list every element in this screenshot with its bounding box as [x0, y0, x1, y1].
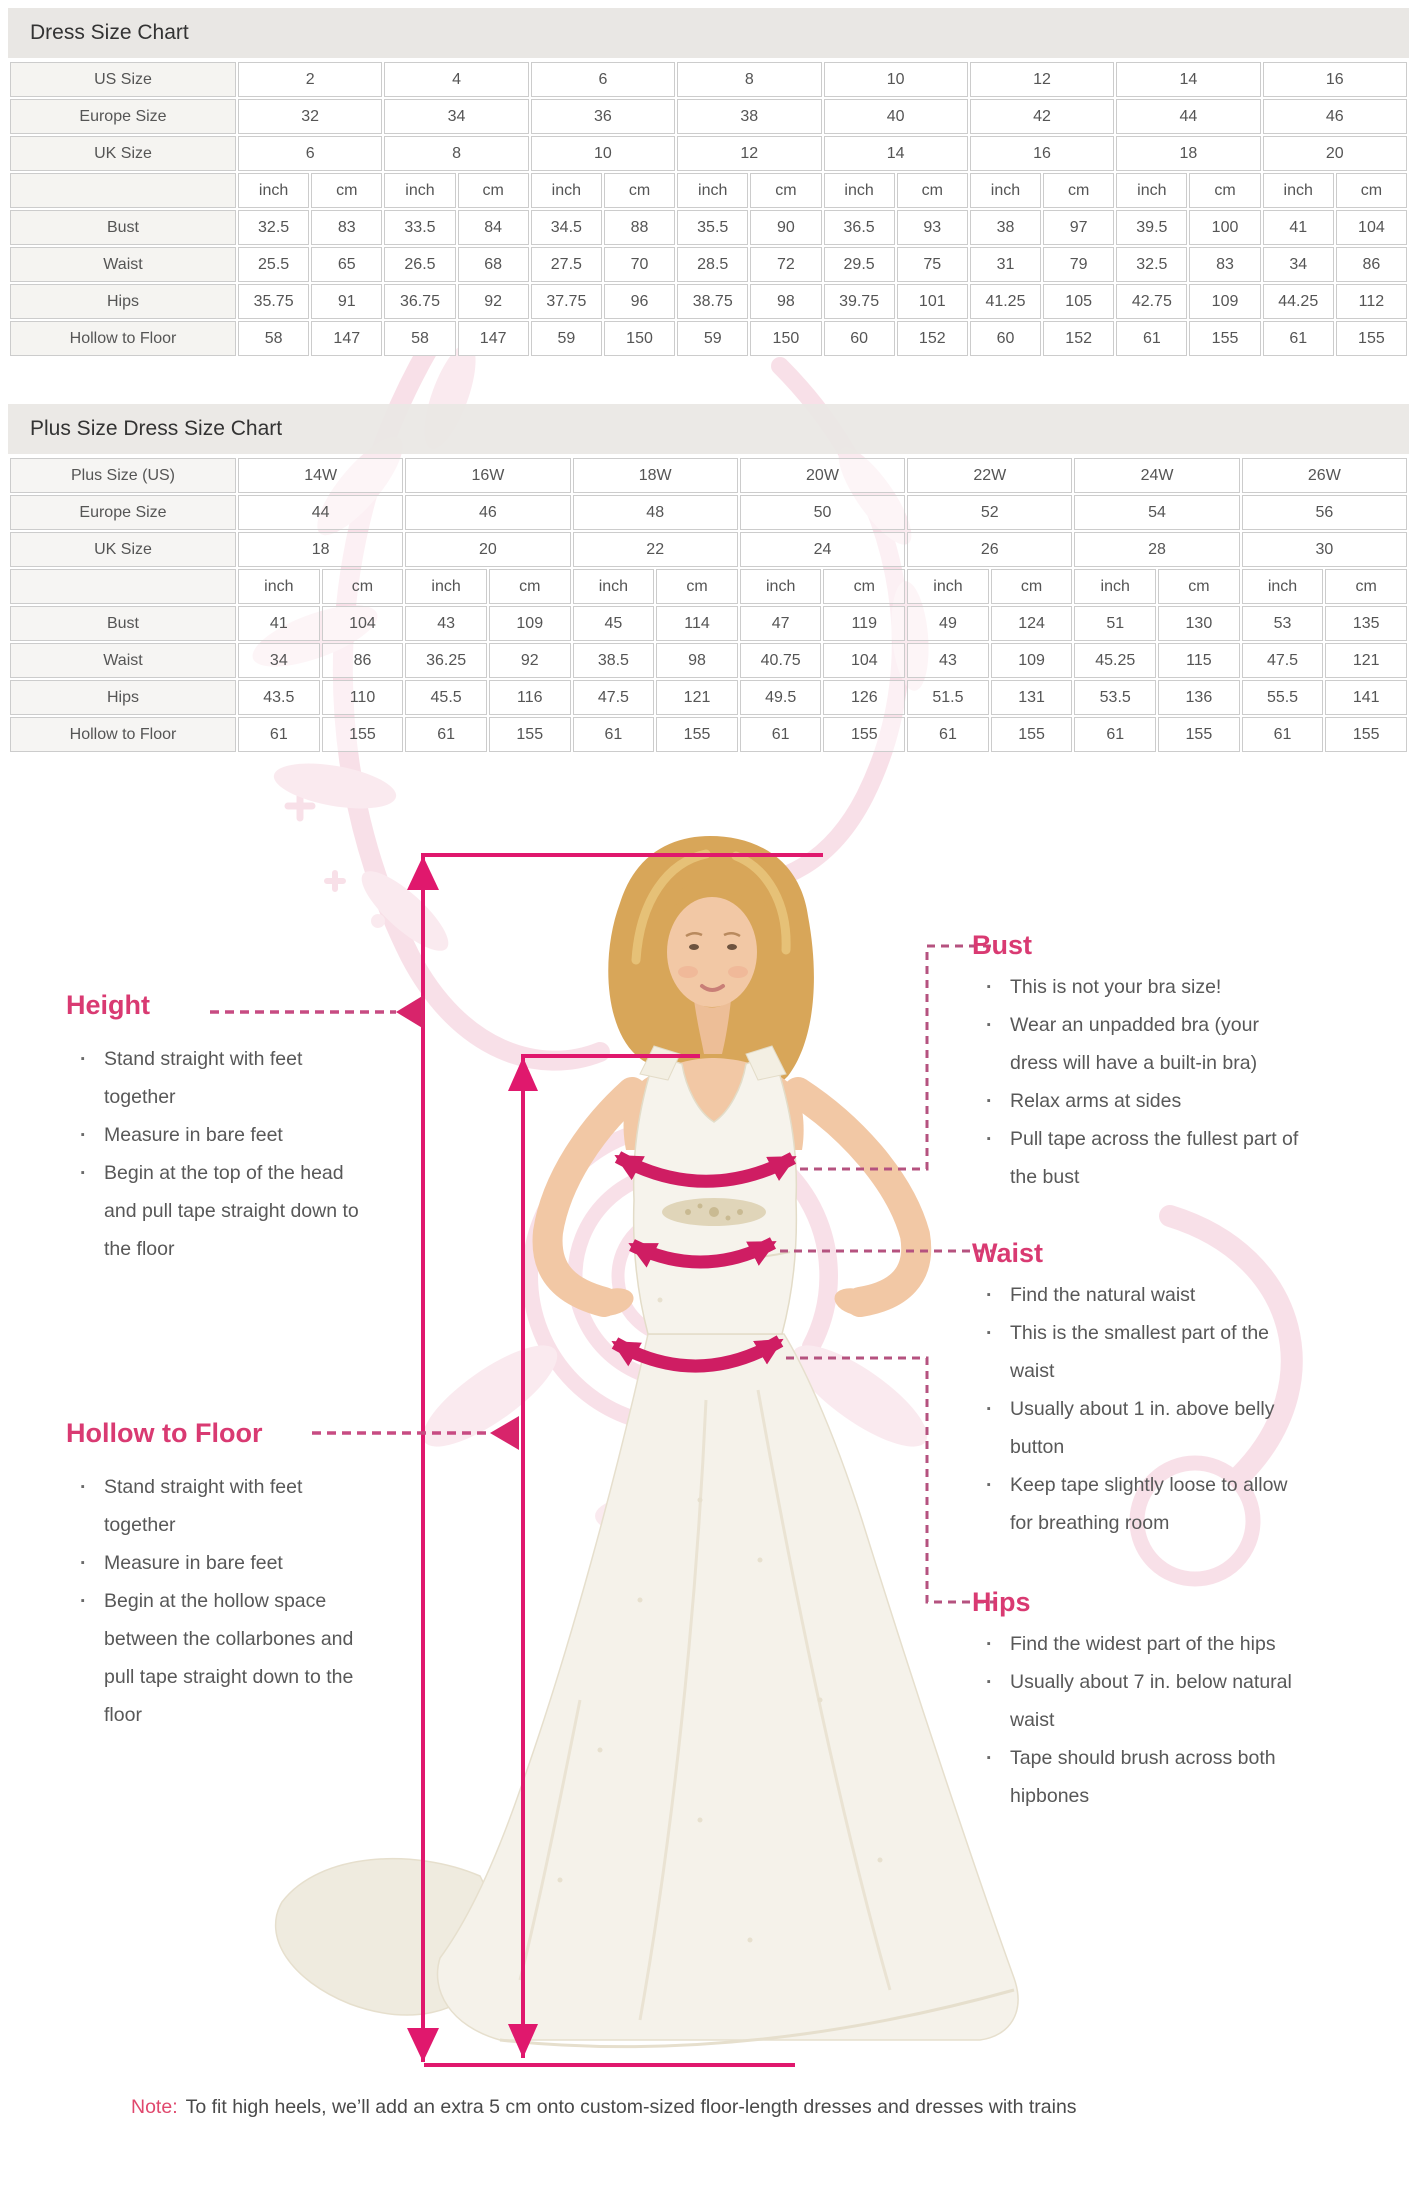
size-value-cell: 53.5 [1074, 680, 1156, 715]
size-value-cell: 32 [238, 99, 382, 134]
size-value-cell: 88 [604, 210, 675, 245]
note-label: Note: [131, 2096, 178, 2118]
size-value-cell: inch [740, 569, 822, 604]
size-value-cell: inch [238, 173, 309, 208]
size-group-row [10, 136, 1407, 171]
size-value-cell: 104 [1336, 210, 1407, 245]
size-value-cell: 109 [991, 643, 1073, 678]
size-group-row [10, 532, 1407, 567]
size-value-cell: 116 [489, 680, 571, 715]
waist-heading: Waist [972, 1238, 1044, 1268]
size-value-cell: 10 [531, 136, 675, 171]
size-value-cell: 39.5 [1116, 210, 1187, 245]
size-value-cell: 27.5 [531, 247, 602, 282]
dress-size-chart [8, 8, 1409, 358]
size-value-cell: 44 [1116, 99, 1260, 134]
size-value-cell: inch [1116, 173, 1187, 208]
size-value-cell: inch [677, 173, 748, 208]
size-value-cell: 51.5 [907, 680, 989, 715]
size-value-cell: 14 [1116, 62, 1260, 97]
size-value-cell: 43 [907, 643, 989, 678]
size-value-cell: inch [238, 569, 320, 604]
size-value-cell: 42 [970, 99, 1114, 134]
size-value-cell: inch [970, 173, 1041, 208]
measurement-row [10, 606, 1407, 641]
size-value-cell: cm [604, 173, 675, 208]
size-value-cell: 38 [677, 99, 821, 134]
guide-bullet: · Begin at the hollow space between the collarbones and pull tape straight down to the floor [66, 1582, 378, 1734]
guide-bullet: · Find the natural waist [972, 1276, 1308, 1314]
size-value-cell: 54 [1074, 495, 1239, 530]
size-value-cell: cm [1189, 173, 1260, 208]
size-value-cell: 26 [907, 532, 1072, 567]
size-value-cell: 155 [823, 717, 905, 752]
size-value-cell: 130 [1158, 606, 1240, 641]
size-value-cell: 16 [1263, 62, 1407, 97]
guide-bullet: · Measure in bare feet [66, 1116, 378, 1154]
size-value-cell: 30 [1242, 532, 1407, 567]
measurement-row [10, 643, 1407, 678]
measurement-row [10, 321, 1407, 356]
size-value-cell: 109 [1189, 284, 1260, 319]
size-value-cell: 61 [573, 717, 655, 752]
hips-bullet-list [972, 1625, 1308, 1815]
size-value-cell: 58 [238, 321, 309, 356]
row-label-cell: Hollow to Floor [10, 321, 236, 356]
size-value-cell: 24W [1074, 458, 1239, 493]
size-value-cell: 92 [489, 643, 571, 678]
guide-bullet: · Relax arms at sides [972, 1082, 1308, 1120]
size-value-cell: 68 [458, 247, 529, 282]
size-value-cell: 70 [604, 247, 675, 282]
size-value-cell: 135 [1325, 606, 1407, 641]
guide-bullet: · This is the smallest part of the waist [972, 1314, 1308, 1390]
size-value-cell: 28.5 [677, 247, 748, 282]
size-value-cell: 18 [238, 532, 403, 567]
size-value-cell: 36.5 [824, 210, 895, 245]
size-value-cell: 60 [970, 321, 1041, 356]
size-value-cell: 20 [1263, 136, 1407, 171]
bust-bullet-list [972, 968, 1308, 1196]
size-value-cell: 155 [1189, 321, 1260, 356]
unit-header-row [10, 173, 1407, 208]
size-value-cell: 155 [1325, 717, 1407, 752]
size-value-cell: inch [573, 569, 655, 604]
bust-guide-block [972, 928, 1308, 1196]
size-value-cell: 28 [1074, 532, 1239, 567]
guide-bullet: · Tape should brush across both hipbones [972, 1739, 1308, 1815]
size-value-cell: inch [1242, 569, 1324, 604]
size-value-cell: 83 [1189, 247, 1260, 282]
size-value-cell: 152 [1043, 321, 1114, 356]
size-value-cell: 114 [656, 606, 738, 641]
size-value-cell: 41 [238, 606, 320, 641]
size-group-row [10, 495, 1407, 530]
size-value-cell: 155 [1336, 321, 1407, 356]
size-value-cell: 41.25 [970, 284, 1041, 319]
size-value-cell: 61 [1263, 321, 1334, 356]
size-value-cell: 31 [970, 247, 1041, 282]
row-label-cell: Bust [10, 606, 236, 641]
size-value-cell: cm [991, 569, 1073, 604]
size-value-cell: 35.75 [238, 284, 309, 319]
size-value-cell: 35.5 [677, 210, 748, 245]
size-value-cell: 96 [604, 284, 675, 319]
size-value-cell: 61 [907, 717, 989, 752]
size-value-cell: 55.5 [1242, 680, 1324, 715]
size-value-cell: 32.5 [238, 210, 309, 245]
size-value-cell: 155 [322, 717, 404, 752]
row-label-cell: UK Size [10, 532, 236, 567]
size-value-cell: cm [311, 173, 382, 208]
size-value-cell: 136 [1158, 680, 1240, 715]
size-value-cell: 79 [1043, 247, 1114, 282]
size-value-cell: 47.5 [1242, 643, 1324, 678]
size-value-cell: 47.5 [573, 680, 655, 715]
size-value-cell: 38.75 [677, 284, 748, 319]
waist-guide-block [972, 1236, 1308, 1542]
measurement-row [10, 247, 1407, 282]
size-value-cell: 47 [740, 606, 822, 641]
size-value-cell: 90 [750, 210, 821, 245]
size-value-cell: 34 [384, 99, 528, 134]
size-value-cell: 155 [991, 717, 1073, 752]
size-value-cell: 18W [573, 458, 738, 493]
size-value-cell: 6 [531, 62, 675, 97]
heels-note [131, 2096, 1077, 2119]
measurement-row [10, 210, 1407, 245]
size-value-cell: 16W [405, 458, 570, 493]
size-value-cell: 84 [458, 210, 529, 245]
size-value-cell: inch [405, 569, 487, 604]
height-heading: Height [66, 990, 150, 1020]
size-value-cell: 126 [823, 680, 905, 715]
size-value-cell: 34 [238, 643, 320, 678]
model-photo [276, 836, 1018, 2047]
size-value-cell: 109 [489, 606, 571, 641]
size-value-cell: 24 [740, 532, 905, 567]
size-value-cell: 18 [1116, 136, 1260, 171]
row-label-cell: US Size [10, 62, 236, 97]
guide-bullet: · Usually about 7 in. below natural waist [972, 1663, 1308, 1739]
size-value-cell: 22W [907, 458, 1072, 493]
size-value-cell: 141 [1325, 680, 1407, 715]
row-label-cell [10, 569, 236, 604]
size-value-cell: cm [823, 569, 905, 604]
size-value-cell: 61 [1242, 717, 1324, 752]
size-value-cell: 110 [322, 680, 404, 715]
hollow-to-floor-guide-block [66, 1416, 378, 1734]
size-value-cell: 65 [311, 247, 382, 282]
height-guide-block [66, 988, 378, 1268]
size-value-cell: 36 [531, 99, 675, 134]
plus-size-chart-table [8, 456, 1409, 754]
size-value-cell: 86 [322, 643, 404, 678]
row-label-cell: Plus Size (US) [10, 458, 236, 493]
size-value-cell: 12 [970, 62, 1114, 97]
size-value-cell: cm [1158, 569, 1240, 604]
size-value-cell: 48 [573, 495, 738, 530]
size-value-cell: 44.25 [1263, 284, 1334, 319]
size-value-cell: 46 [1263, 99, 1407, 134]
size-value-cell: 101 [897, 284, 968, 319]
size-value-cell: 98 [656, 643, 738, 678]
size-value-cell: 16 [970, 136, 1114, 171]
size-value-cell: 38.5 [573, 643, 655, 678]
size-value-cell: 26.5 [384, 247, 455, 282]
size-value-cell: cm [1043, 173, 1114, 208]
size-value-cell: 60 [824, 321, 895, 356]
row-label-cell: Hollow to Floor [10, 717, 236, 752]
size-value-cell: cm [897, 173, 968, 208]
bust-connector-line [800, 946, 995, 1169]
size-value-cell: cm [656, 569, 738, 604]
size-value-cell: 25.5 [238, 247, 309, 282]
size-value-cell: 100 [1189, 210, 1260, 245]
row-label-cell: Waist [10, 247, 236, 282]
size-value-cell: 43.5 [238, 680, 320, 715]
row-label-cell: Europe Size [10, 99, 236, 134]
size-value-cell: 49.5 [740, 680, 822, 715]
hips-heading: Hips [972, 1587, 1031, 1617]
size-value-cell: 155 [489, 717, 571, 752]
size-value-cell: 40.75 [740, 643, 822, 678]
size-value-cell: 10 [824, 62, 968, 97]
size-value-cell: 2 [238, 62, 382, 97]
measurement-row [10, 680, 1407, 715]
size-value-cell: 32.5 [1116, 247, 1187, 282]
size-value-cell: cm [750, 173, 821, 208]
size-value-cell: 12 [677, 136, 821, 171]
size-value-cell: 46 [405, 495, 570, 530]
size-value-cell: inch [1263, 173, 1334, 208]
size-chart-title: Dress Size Chart [8, 8, 1409, 58]
row-label-cell: Hips [10, 284, 236, 319]
row-label-cell [10, 173, 236, 208]
size-value-cell: 155 [656, 717, 738, 752]
size-value-cell: cm [489, 569, 571, 604]
plus-size-chart [8, 404, 1409, 754]
size-value-cell: 20W [740, 458, 905, 493]
size-group-row [10, 62, 1407, 97]
size-value-cell: 14W [238, 458, 403, 493]
guide-bullet: · This is not your bra size! [972, 968, 1308, 1006]
height-bullet-list [66, 1040, 378, 1268]
guide-bullet: · Begin at the top of the head and pull tape straight down to the floor [66, 1154, 378, 1268]
size-value-cell: 93 [897, 210, 968, 245]
bust-heading: Bust [972, 930, 1032, 960]
size-value-cell: 124 [991, 606, 1073, 641]
size-value-cell: 152 [897, 321, 968, 356]
row-label-cell: Hips [10, 680, 236, 715]
size-value-cell: 39.75 [824, 284, 895, 319]
measurement-row [10, 284, 1407, 319]
size-value-cell: 8 [677, 62, 821, 97]
size-group-row [10, 99, 1407, 134]
size-value-cell: 41 [1263, 210, 1334, 245]
size-value-cell: 83 [311, 210, 382, 245]
size-value-cell: cm [458, 173, 529, 208]
size-value-cell: 43 [405, 606, 487, 641]
guide-bullet: · Find the widest part of the hips [972, 1625, 1308, 1663]
waist-bullet-list [972, 1276, 1308, 1542]
size-value-cell: cm [322, 569, 404, 604]
size-value-cell: 34.5 [531, 210, 602, 245]
size-value-cell: 115 [1158, 643, 1240, 678]
measurement-row [10, 717, 1407, 752]
size-value-cell: 4 [384, 62, 528, 97]
size-value-cell: 49 [907, 606, 989, 641]
size-value-cell: 26W [1242, 458, 1407, 493]
size-value-cell: 58 [384, 321, 455, 356]
size-value-cell: 121 [1325, 643, 1407, 678]
size-value-cell: 34 [1263, 247, 1334, 282]
size-value-cell: 14 [824, 136, 968, 171]
size-value-cell: 20 [405, 532, 570, 567]
guide-bullet: · Stand straight with feet together [66, 1468, 378, 1544]
guide-bullet: · Measure in bare feet [66, 1544, 378, 1582]
size-value-cell: inch [384, 173, 455, 208]
size-value-cell: 29.5 [824, 247, 895, 282]
row-label-cell: Europe Size [10, 495, 236, 530]
size-value-cell: 8 [384, 136, 528, 171]
size-value-cell: 45.5 [405, 680, 487, 715]
size-value-cell: 52 [907, 495, 1072, 530]
size-value-cell: 86 [1336, 247, 1407, 282]
row-label-cell: UK Size [10, 136, 236, 171]
size-value-cell: 61 [1074, 717, 1156, 752]
size-value-cell: 104 [322, 606, 404, 641]
size-value-cell: 44 [238, 495, 403, 530]
guide-bullet: · Stand straight with feet together [66, 1040, 378, 1116]
size-value-cell: 37.75 [531, 284, 602, 319]
size-value-cell: 36.25 [405, 643, 487, 678]
size-value-cell: 53 [1242, 606, 1324, 641]
guide-bullet: · Wear an unpadded bra (your dress will have a built-in bra) [972, 1006, 1308, 1082]
size-value-cell: 56 [1242, 495, 1407, 530]
size-value-cell: 45.25 [1074, 643, 1156, 678]
hips-guide-block [972, 1585, 1308, 1815]
size-value-cell: inch [1074, 569, 1156, 604]
size-value-cell: 38 [970, 210, 1041, 245]
size-value-cell: 59 [531, 321, 602, 356]
size-value-cell: 61 [740, 717, 822, 752]
size-value-cell: 42.75 [1116, 284, 1187, 319]
size-value-cell: 50 [740, 495, 905, 530]
size-value-cell: 92 [458, 284, 529, 319]
guide-bullet: · Pull tape across the fullest part of the bust [972, 1120, 1308, 1196]
row-label-cell: Waist [10, 643, 236, 678]
guide-bullet: · Usually about 1 in. above belly button [972, 1390, 1308, 1466]
size-value-cell: 150 [604, 321, 675, 356]
size-value-cell: 75 [897, 247, 968, 282]
hollow-heading: Hollow to Floor [66, 1418, 263, 1448]
size-value-cell: 91 [311, 284, 382, 319]
size-value-cell: 147 [311, 321, 382, 356]
hollow-bullet-list [66, 1468, 378, 1734]
size-value-cell: 45 [573, 606, 655, 641]
size-value-cell: 61 [1116, 321, 1187, 356]
size-value-cell: 98 [750, 284, 821, 319]
size-value-cell: 147 [458, 321, 529, 356]
size-value-cell: 112 [1336, 284, 1407, 319]
size-value-cell: inch [824, 173, 895, 208]
size-value-cell: 36.75 [384, 284, 455, 319]
row-label-cell: Bust [10, 210, 236, 245]
size-value-cell: inch [907, 569, 989, 604]
size-value-cell: cm [1325, 569, 1407, 604]
size-value-cell: 72 [750, 247, 821, 282]
guide-bullet: · Keep tape slightly loose to allow for breathing room [972, 1466, 1308, 1542]
size-chart-table [8, 60, 1409, 358]
size-value-cell: 150 [750, 321, 821, 356]
size-value-cell: 6 [238, 136, 382, 171]
size-value-cell: inch [531, 173, 602, 208]
plus-chart-title: Plus Size Dress Size Chart [8, 404, 1409, 454]
size-value-cell: 33.5 [384, 210, 455, 245]
size-value-cell: 119 [823, 606, 905, 641]
size-value-cell: cm [1336, 173, 1407, 208]
size-value-cell: 131 [991, 680, 1073, 715]
unit-header-row [10, 569, 1407, 604]
size-value-cell: 61 [238, 717, 320, 752]
size-value-cell: 104 [823, 643, 905, 678]
size-group-row [10, 458, 1407, 493]
size-value-cell: 155 [1158, 717, 1240, 752]
size-value-cell: 61 [405, 717, 487, 752]
size-value-cell: 105 [1043, 284, 1114, 319]
size-value-cell: 59 [677, 321, 748, 356]
size-value-cell: 121 [656, 680, 738, 715]
size-value-cell: 40 [824, 99, 968, 134]
size-value-cell: 97 [1043, 210, 1114, 245]
size-value-cell: 22 [573, 532, 738, 567]
size-value-cell: 51 [1074, 606, 1156, 641]
note-text: To fit high heels, we’ll add an extra 5 cm onto custom-sized floor-length dresses and dresses with trains [185, 2096, 1077, 2118]
